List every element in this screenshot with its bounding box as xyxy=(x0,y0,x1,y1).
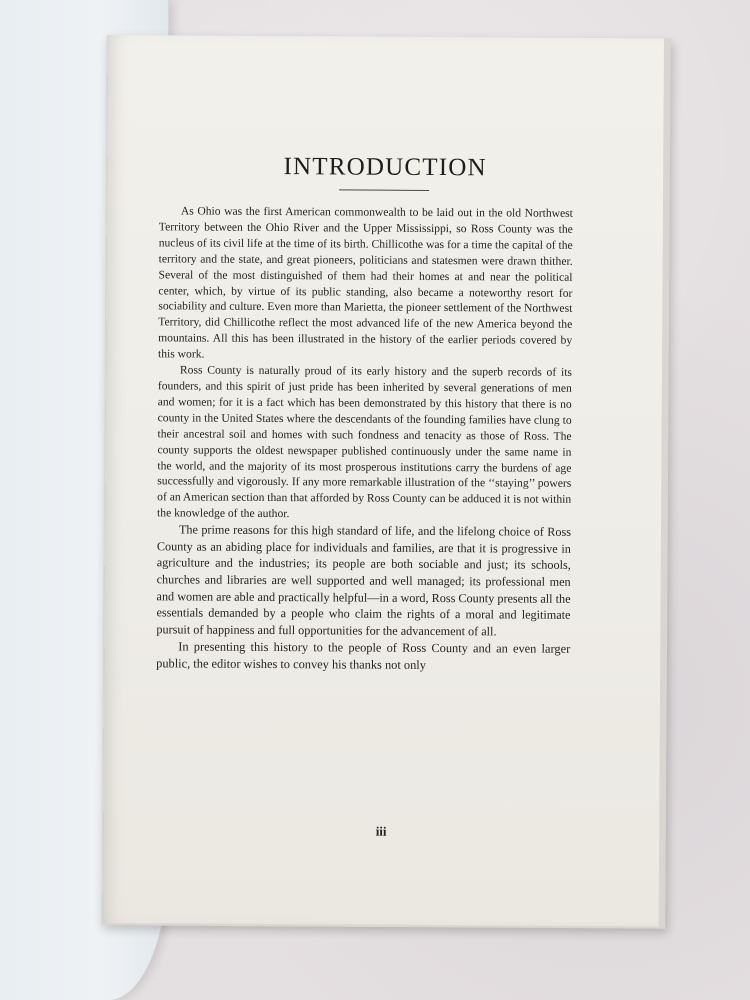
page-number: iii xyxy=(375,823,387,839)
heading-rule xyxy=(339,189,429,191)
paragraph-4: In presenting this history to the people of Ross County and an even larger public, the editor wishes to convey his thanks not only xyxy=(156,639,571,673)
book-page xyxy=(103,35,664,926)
paragraph-1: As Ohio was the first American commonwealth to be laid out in the old Northwest Territory between the Ohio River and the Upper Mississippi, so Ross County was the nucleus of its civil life at the time of its birth. Chillicothe was for a time the capital of the territory and the state, and great pioneers, politicians and statesmen were drawn thither. Several of the most distinguished of them had their homes at and near the political center, which, by virtue of its public standing, also became a noteworthy resort for sociability and culture. Even more than Marietta, the pioneer settlement of the Northwest Territory, did Chillicothe reflect the most advanced life of the new America beyond the mountains. All this has been illustrated in the history of the earlier periods covered by this work. xyxy=(158,204,573,361)
body-text xyxy=(156,203,573,675)
paragraph-2: Ross County is naturally proud of its early history and the superb records of its founders, and this spirit of just pride has been inherited by several generations of men and women; for it is a fact which has been demonstrated by this history that there is no county in the United States where the descendants of the founding families have clung to their ancestral soil and homes with such fondness and tenacity as those of Ross. The county supports the oldest newspaper published continuously under the same name in the world, and the majority of its most prosperous institutions carry the burdens of age successfully and vigorously. If any more remarkable illustration of the ‘‘staying’’ powers of an American section than that afforded by Ross County can be adduced it is not within the knowledge of the author. xyxy=(157,363,572,521)
chapter-heading: INTRODUCTION xyxy=(283,153,487,182)
paragraph-3: The prime reasons for this high standard of life, and the lifelong choice of Ross County as an abiding place for individuals and families, are that it is progressive in agriculture and the industries; its people are both sociable and just; its schools, churches and libraries are well supported and well managed; its professional men and women are able and practically helpful—in a word, Ross County presents all the essentials demanded by a people who claim the rights of a moral and legitimate pursuit of happiness and full opportunities for the advancement of all. xyxy=(156,522,572,639)
